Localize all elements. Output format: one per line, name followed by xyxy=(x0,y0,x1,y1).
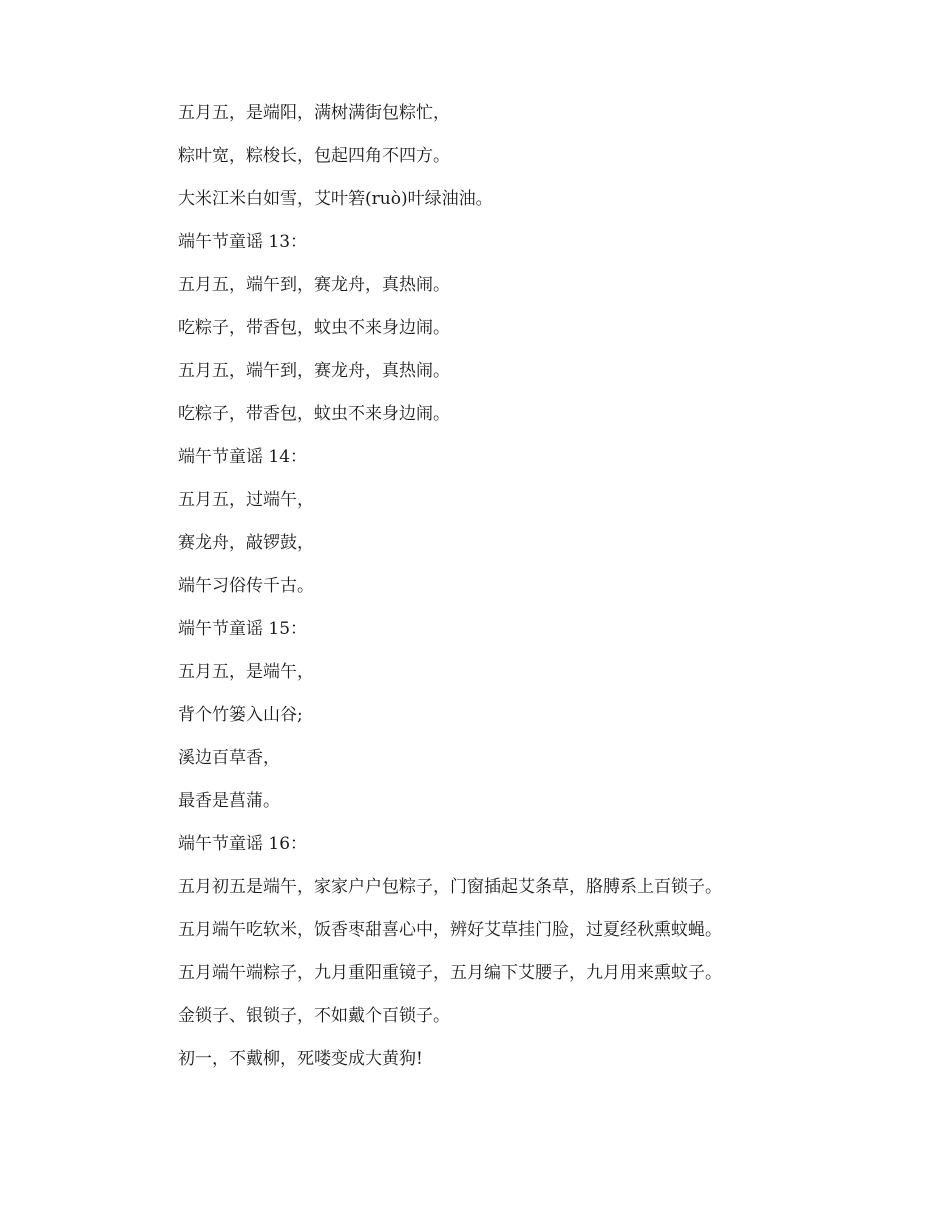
section-heading: 端午节童谣 16： xyxy=(178,834,308,854)
text-line: 赛龙舟，敲锣鼓， xyxy=(178,533,314,553)
text-line: 五月初五是端午，家家户户包粽子，门窗插起艾条草，胳膊系上百锁子。 xyxy=(178,877,722,897)
text-line: 大米江米白如雪，艾叶箬(ruò)叶绿油油。 xyxy=(178,189,493,209)
text-line: 五月五，是端午， xyxy=(178,662,314,682)
text-line: 五月五，端午到，赛龙舟，真热闹。 xyxy=(178,275,450,295)
text-line: 五月五，端午到，赛龙舟，真热闹。 xyxy=(178,361,450,381)
text-line: 五月五，是端阳，满树满街包粽忙， xyxy=(178,103,450,123)
text-line: 端午习俗传千古。 xyxy=(178,576,314,596)
section-heading: 端午节童谣 15： xyxy=(178,619,308,639)
text-line: 溪边百草香， xyxy=(178,748,280,768)
text-line: 吃粽子，带香包，蚊虫不来身边闹。 xyxy=(178,318,450,338)
text-line: 五月端午吃软米，饭香枣甜喜心中，辨好艾草挂门脸，过夏经秋熏蚊蝇。 xyxy=(178,920,722,940)
text-line: 金锁子、银锁子，不如戴个百锁子。 xyxy=(178,1006,450,1026)
text-line: 吃粽子，带香包，蚊虫不来身边闹。 xyxy=(178,404,450,424)
section-heading: 端午节童谣 13： xyxy=(178,232,308,252)
text-line: 五月端午端粽子，九月重阳重镜子，五月编下艾腰子，九月用来熏蚊子。 xyxy=(178,963,722,983)
text-line: 最香是菖蒲。 xyxy=(178,791,280,811)
text-line: 粽叶宽，粽梭长，包起四角不四方。 xyxy=(178,146,450,166)
document-body xyxy=(178,92,878,1081)
text-line: 五月五，过端午， xyxy=(178,490,314,510)
text-line: 背个竹篓入山谷; xyxy=(178,705,303,725)
section-heading: 端午节童谣 14： xyxy=(178,447,308,467)
text-line: 初一，不戴柳，死喽变成大黄狗! xyxy=(178,1049,423,1069)
